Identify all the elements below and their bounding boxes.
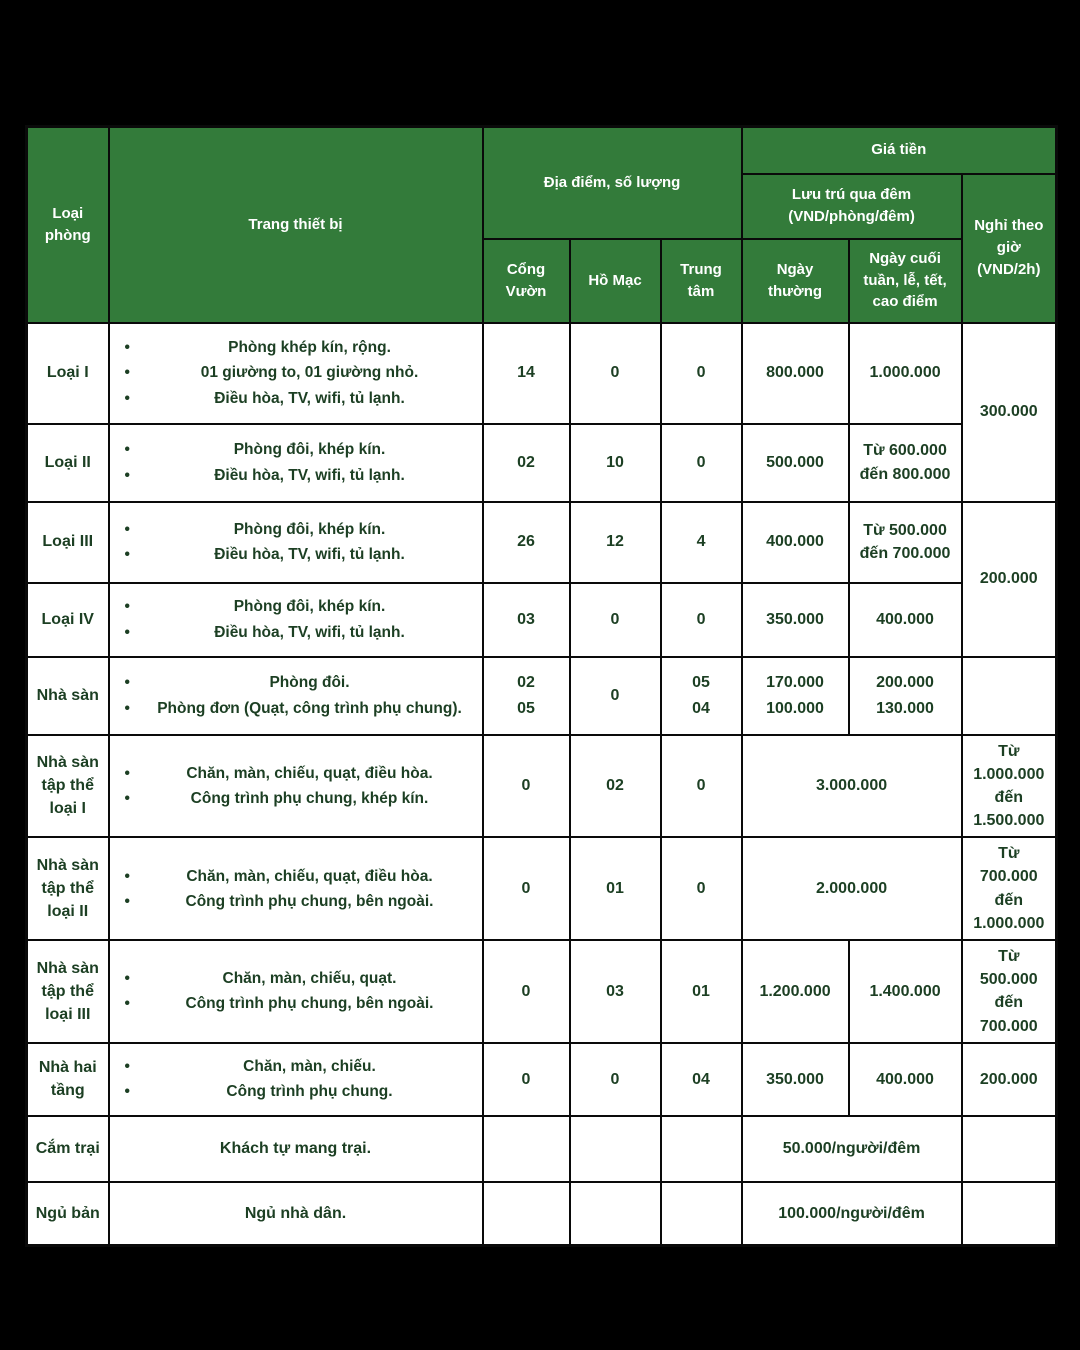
cell-weekday-price: 800.000 bbox=[742, 323, 849, 424]
cell-hourly-price: Từ 1.000.000 đến 1.500.000 bbox=[962, 735, 1057, 838]
cell-ho-mac bbox=[570, 1116, 661, 1182]
cell-ho-mac: 01 bbox=[570, 837, 661, 940]
cell-weekend-price bbox=[849, 657, 962, 735]
equipment-list bbox=[116, 1054, 476, 1104]
equipment-item: • Phòng đôi. bbox=[116, 670, 476, 695]
cell-room-type: Loại II bbox=[27, 424, 109, 502]
cell-equipment bbox=[109, 657, 483, 735]
cell-trung-tam: 01 bbox=[661, 940, 742, 1043]
cell-equipment: Khách tự mang trại. bbox=[109, 1116, 483, 1182]
cell-trung-tam bbox=[661, 1116, 742, 1182]
cell-hourly-price bbox=[962, 1182, 1057, 1246]
cell-ho-mac: 12 bbox=[570, 502, 661, 583]
cell-cong-vuon: 0 bbox=[483, 735, 570, 838]
cell-cong-vuon: 0 bbox=[483, 1043, 570, 1116]
equipment-item: • Điều hòa, TV, wifi, tủ lạnh. bbox=[116, 542, 476, 567]
cell-cong-vuon: 0 bbox=[483, 837, 570, 940]
equipment-item: • Chăn, màn, chiếu. bbox=[116, 1054, 476, 1079]
cell-room-type: Cắm trại bbox=[27, 1116, 109, 1182]
cell-room-type: Nhà sàn tập thể loại I bbox=[27, 735, 109, 838]
cell-trung-tam: 0 bbox=[661, 583, 742, 657]
cell-weekday-price: 350.000 bbox=[742, 1043, 849, 1116]
value-line: 170.000 bbox=[766, 673, 824, 691]
cell-trung-tam: 0 bbox=[661, 837, 742, 940]
cell-equipment bbox=[109, 424, 483, 502]
cell-trung-tam: 04 bbox=[661, 1043, 742, 1116]
cell-weekday-price: 400.000 bbox=[742, 502, 849, 583]
equipment-item: • Phòng đôi, khép kín. bbox=[116, 517, 476, 542]
header-weekday: Ngày thường bbox=[742, 239, 849, 323]
cell-trung-tam bbox=[661, 657, 742, 735]
cell-room-type: Loại IV bbox=[27, 583, 109, 657]
cell-ho-mac: 03 bbox=[570, 940, 661, 1043]
cell-weekday-price: 500.000 bbox=[742, 424, 849, 502]
equipment-list bbox=[116, 761, 476, 811]
cell-equipment bbox=[109, 735, 483, 838]
equipment-list bbox=[116, 517, 476, 567]
equipment-item: • Công trình phụ chung. bbox=[116, 1079, 476, 1104]
equipment-list bbox=[116, 966, 476, 1016]
equipment-item: • Điều hòa, TV, wifi, tủ lạnh. bbox=[116, 386, 476, 411]
table-row bbox=[27, 657, 1057, 735]
cell-room-type: Nhà sàn tập thể loại III bbox=[27, 940, 109, 1043]
cell-weekend-price: 400.000 bbox=[849, 583, 962, 657]
table-row bbox=[27, 1043, 1057, 1116]
cell-room-type: Loại I bbox=[27, 323, 109, 424]
cell-hourly-price: Từ 700.000 đến 1.000.000 bbox=[962, 837, 1057, 940]
cell-cong-vuon: 03 bbox=[483, 583, 570, 657]
equipment-item: • Phòng đôi, khép kín. bbox=[116, 594, 476, 619]
header-hourly: Nghỉ theo giờ (VND/2h) bbox=[962, 174, 1057, 323]
table-row bbox=[27, 323, 1057, 424]
cell-equipment bbox=[109, 1043, 483, 1116]
cell-cong-vuon bbox=[483, 1182, 570, 1246]
cell-trung-tam: 0 bbox=[661, 735, 742, 838]
table-row bbox=[27, 735, 1057, 838]
cell-hourly-price: 200.000 bbox=[962, 1043, 1057, 1116]
cell-ho-mac: 10 bbox=[570, 424, 661, 502]
cell-price-merged: 100.000/người/đêm bbox=[742, 1182, 962, 1246]
value-line: 200.000 bbox=[876, 673, 934, 691]
cell-weekend-price: Từ 500.000 đến 700.000 bbox=[849, 502, 962, 583]
header-cong-vuon: Cổng Vườn bbox=[483, 239, 570, 323]
table-row bbox=[27, 1182, 1057, 1246]
value-line: 100.000 bbox=[766, 699, 824, 717]
equipment-item: • Chăn, màn, chiếu, quạt, điều hòa. bbox=[116, 864, 476, 889]
cell-room-type: Nhà sàn bbox=[27, 657, 109, 735]
cell-trung-tam: 0 bbox=[661, 424, 742, 502]
header-weekend: Ngày cuối tuần, lễ, tết, cao điểm bbox=[849, 239, 962, 323]
cell-ho-mac bbox=[570, 1182, 661, 1246]
cell-hourly-price: 300.000 bbox=[962, 323, 1057, 502]
header-trung-tam: Trung tâm bbox=[661, 239, 742, 323]
cell-room-type: Nhà sàn tập thể loại II bbox=[27, 837, 109, 940]
cell-weekday-price: 350.000 bbox=[742, 583, 849, 657]
cell-ho-mac: 0 bbox=[570, 1043, 661, 1116]
equipment-item: • 01 giường to, 01 giường nhỏ. bbox=[116, 360, 476, 385]
cell-cong-vuon: 0 bbox=[483, 940, 570, 1043]
header-location-quantity: Địa điểm, số lượng bbox=[483, 127, 742, 239]
cell-weekend-price: 1.400.000 bbox=[849, 940, 962, 1043]
cell-room-type: Loại III bbox=[27, 502, 109, 583]
equipment-list bbox=[116, 437, 476, 487]
cell-hourly-price bbox=[962, 657, 1057, 735]
cell-ho-mac: 0 bbox=[570, 583, 661, 657]
cell-equipment bbox=[109, 583, 483, 657]
value-line: 04 bbox=[692, 699, 710, 717]
table-row bbox=[27, 583, 1057, 657]
cell-trung-tam bbox=[661, 1182, 742, 1246]
cell-room-type: Nhà hai tầng bbox=[27, 1043, 109, 1116]
cell-weekend-price: 400.000 bbox=[849, 1043, 962, 1116]
equipment-item: • Công trình phụ chung, khép kín. bbox=[116, 786, 476, 811]
cell-weekend-price: Từ 600.000 đến 800.000 bbox=[849, 424, 962, 502]
equipment-list bbox=[116, 670, 476, 720]
equipment-list bbox=[116, 335, 476, 410]
pricing-table bbox=[25, 125, 1058, 1247]
table-row bbox=[27, 424, 1057, 502]
header-ho-mac: Hồ Mạc bbox=[570, 239, 661, 323]
cell-cong-vuon: 26 bbox=[483, 502, 570, 583]
cell-ho-mac: 0 bbox=[570, 657, 661, 735]
cell-weekday-price: 1.200.000 bbox=[742, 940, 849, 1043]
equipment-item: • Chăn, màn, chiếu, quạt, điều hòa. bbox=[116, 761, 476, 786]
cell-ho-mac: 0 bbox=[570, 323, 661, 424]
value-line: 02 bbox=[517, 673, 535, 691]
cell-hourly-price: Từ 500.000 đến 700.000 bbox=[962, 940, 1057, 1043]
table-row bbox=[27, 1116, 1057, 1182]
header-equipment: Trang thiết bị bbox=[109, 127, 483, 323]
header-price: Giá tiền bbox=[742, 127, 1057, 174]
equipment-item: • Phòng khép kín, rộng. bbox=[116, 335, 476, 360]
cell-cong-vuon bbox=[483, 657, 570, 735]
cell-equipment bbox=[109, 940, 483, 1043]
cell-hourly-price bbox=[962, 1116, 1057, 1182]
equipment-item: • Điều hòa, TV, wifi, tủ lạnh. bbox=[116, 620, 476, 645]
cell-price-merged: 2.000.000 bbox=[742, 837, 962, 940]
equipment-item: • Công trình phụ chung, bên ngoài. bbox=[116, 991, 476, 1016]
equipment-list bbox=[116, 864, 476, 914]
cell-cong-vuon: 14 bbox=[483, 323, 570, 424]
header-overnight: Lưu trú qua đêm (VND/phòng/đêm) bbox=[742, 174, 962, 239]
cell-weekday-price bbox=[742, 657, 849, 735]
cell-ho-mac: 02 bbox=[570, 735, 661, 838]
table-row bbox=[27, 837, 1057, 940]
cell-price-merged: 3.000.000 bbox=[742, 735, 962, 838]
header-row-1 bbox=[27, 127, 1057, 174]
equipment-item: • Chăn, màn, chiếu, quạt. bbox=[116, 966, 476, 991]
equipment-item: • Phòng đơn (Quạt, công trình phụ chung). bbox=[116, 696, 476, 721]
cell-hourly-price: 200.000 bbox=[962, 502, 1057, 657]
cell-cong-vuon: 02 bbox=[483, 424, 570, 502]
value-line: 130.000 bbox=[876, 699, 934, 717]
cell-equipment bbox=[109, 323, 483, 424]
equipment-item: • Công trình phụ chung, bên ngoài. bbox=[116, 889, 476, 914]
equipment-item: • Điều hòa, TV, wifi, tủ lạnh. bbox=[116, 463, 476, 488]
value-line: 05 bbox=[517, 699, 535, 717]
cell-weekend-price: 1.000.000 bbox=[849, 323, 962, 424]
cell-trung-tam: 4 bbox=[661, 502, 742, 583]
cell-price-merged: 50.000/người/đêm bbox=[742, 1116, 962, 1182]
cell-room-type: Ngủ bản bbox=[27, 1182, 109, 1246]
cell-equipment: Ngủ nhà dân. bbox=[109, 1182, 483, 1246]
equipment-item: • Phòng đôi, khép kín. bbox=[116, 437, 476, 462]
cell-cong-vuon bbox=[483, 1116, 570, 1182]
cell-equipment bbox=[109, 502, 483, 583]
cell-trung-tam: 0 bbox=[661, 323, 742, 424]
equipment-list bbox=[116, 594, 476, 644]
value-line: 05 bbox=[692, 673, 710, 691]
table-row bbox=[27, 502, 1057, 583]
header-room-type: Loại phòng bbox=[27, 127, 109, 323]
table-row bbox=[27, 940, 1057, 1043]
cell-equipment bbox=[109, 837, 483, 940]
